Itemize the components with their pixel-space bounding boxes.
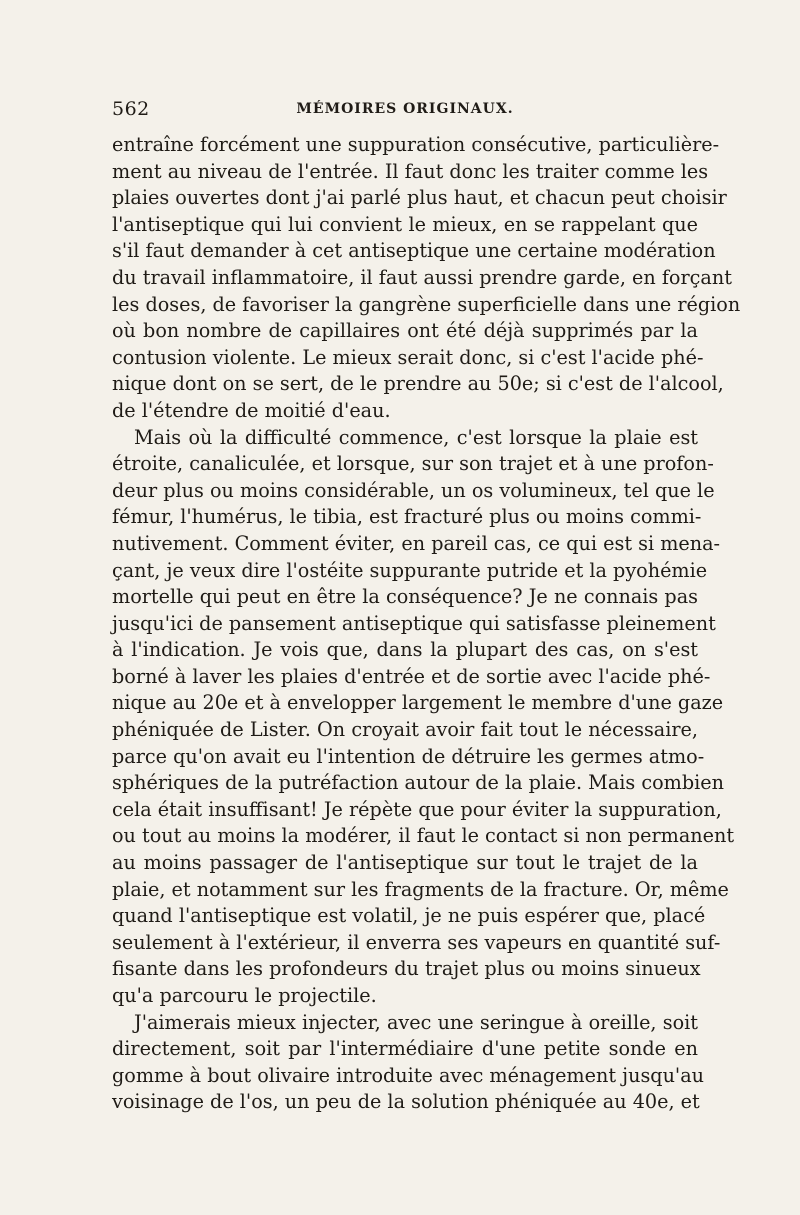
running-head: MÉMOIRES ORIGINAUX. — [296, 101, 514, 117]
text-line: phéniquée de Lister. On croyait avoir fait tout le nécessaire, — [112, 718, 698, 742]
text-line: deur plus ou moins considérable, un os volumineux, tel que le — [112, 478, 715, 502]
text-line: plaies ouvertes dont j'ai parlé plus haut, et chacun peut choisir — [112, 186, 727, 210]
text-line: sphériques de la putréfaction autour de la plaie. Mais combien — [112, 771, 724, 795]
text-line: contusion violente. Le mieux serait donc, si c'est l'acide phé- — [112, 345, 704, 369]
text-line: les doses, de favoriser la gangrène superficielle dans une région — [112, 292, 741, 316]
page-header — [112, 98, 698, 122]
text-line: où bon nombre de capillaires ont été déjà supprimés par la — [112, 319, 698, 343]
text-line: nique dont on se sert, de le prendre au 50e; si c'est de l'alcool, — [112, 372, 724, 396]
text-line: cela était insuffisant! Je répète que pour éviter la suppuration, — [112, 797, 722, 821]
paragraph-start-line: J'aimerais mieux injecter, avec une seringue à oreille, soit — [134, 1010, 698, 1034]
text-line: borné à laver les plaies d'entrée et de sortie avec l'acide phé- — [112, 664, 711, 688]
text-line: s'il faut demander à cet antiseptique une certaine modération — [112, 239, 716, 263]
text-line: voisinage de l'os, un peu de la solution phéniquée au 40e, et — [112, 1090, 700, 1114]
text-line: directement, soit par l'intermédiaire d'une petite sonde en — [112, 1037, 698, 1061]
text-line: nutivement. Comment éviter, en pareil cas, ce qui est si mena- — [112, 531, 721, 555]
text-line: au moins passager de l'antiseptique sur tout le trajet de la — [112, 851, 698, 875]
text-line: ment au niveau de l'entrée. Il faut donc les traiter comme les — [112, 159, 709, 183]
text-line: fisante dans les profondeurs du trajet plus ou moins sinueux — [112, 957, 701, 981]
text-line: l'antiseptique qui lui convient le mieux, en se rappelant que — [112, 212, 698, 236]
text-line: jusqu'ici de pansement antiseptique qui satisfasse pleinement — [112, 611, 716, 635]
text-line: entraîne forcément une suppuration consécutive, particulière- — [112, 133, 720, 156]
text-line: seulement à l'extérieur, il enverra ses vapeurs en quantité suf- — [112, 930, 721, 954]
text-line: ou tout au moins la modérer, il faut le contact si non permanent — [112, 824, 735, 848]
text-line: quand l'antiseptique est volatil, je ne puis espérer que, placé — [112, 904, 706, 928]
page-number: 562 — [112, 98, 150, 120]
text-line: fémur, l'humérus, le tibia, est fracturé plus ou moins commi- — [112, 505, 702, 529]
text-line: à l'indication. Je vois que, dans la plupart des cas, on s'est — [112, 638, 698, 662]
paragraph-start-line: Mais où la difficulté commence, c'est lorsque la plaie est — [134, 425, 698, 449]
body-text — [112, 132, 741, 1116]
text-line: étroite, canaliculée, et lorsque, sur son trajet et à une profon- — [112, 452, 714, 476]
text-line: plaie, et notamment sur les fragments de la fracture. Or, même — [112, 877, 729, 901]
text-line: mortelle qui peut en être la conséquence? Je ne connais pas — [112, 585, 698, 609]
text-line: parce qu'on avait eu l'intention de détruire les germes atmo- — [112, 744, 705, 768]
text-line: qu'a parcouru le projectile. — [112, 984, 377, 1007]
text-line: nique au 20e et à envelopper largement le membre d'une gaze — [112, 691, 724, 715]
text-line: de l'étendre de moitié d'eau. — [112, 398, 391, 422]
text-line: çant, je veux dire l'ostéite suppurante putride et la pyohémie — [112, 558, 708, 582]
text-line: du travail inflammatoire, il faut aussi prendre garde, en forçant — [112, 265, 732, 289]
text-line: gomme à bout olivaire introduite avec ménagement jusqu'au — [112, 1063, 705, 1087]
